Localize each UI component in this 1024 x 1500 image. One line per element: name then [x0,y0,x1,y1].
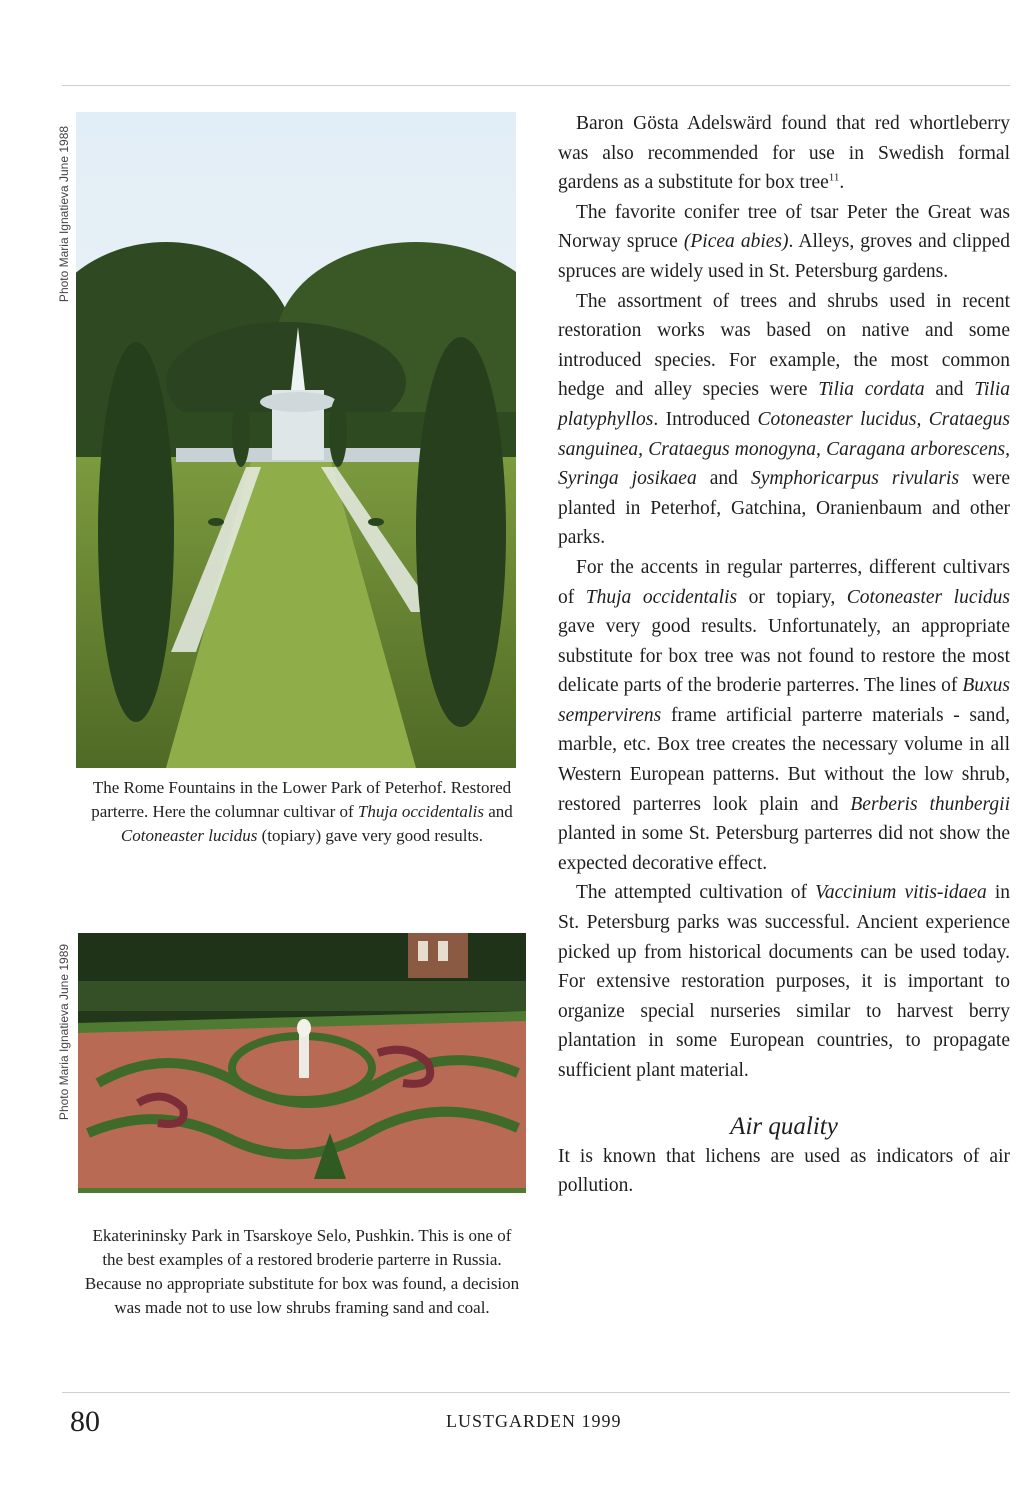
bottom-rule [62,1392,1010,1393]
paragraph-6: It is known that lichens are used as indicators of air pollution. [558,1145,1010,1197]
caption-bottom: Ekaterininsky Park in Tsarskoye Selo, Pushkin. This is one of the best examples of a restored broderie parterre in Russia. Because no appropriate substitute for box was found, a decision was made not to use low shrubs framing sand and coal. [84,1226,520,1317]
section-heading: Air quality [730,1112,838,1140]
page-number: 80 [70,1405,100,1438]
journal-title: LUSTGARDEN 1999 [446,1411,622,1431]
paragraph-1: Baron Gösta Adelswärd found that red whortleberry was also recommended for use in Swedish formal gardens as a substitute for box tree$^{11}$. [558,113,1010,194]
footnote-ref: 11 [828,171,840,184]
paragraph-5: The attempted cultivation of Vaccinium vitis-idaea in St. Petersburg parks was successful. Ancient experience picked up from historical documents can be used today. For extensive restoration purposes, it is important to organize special nurseries similar to harvest berry plantation in some European countries, to propagate sufficient plant material. [558,882,1011,1081]
photo-credit-top: Photo Maria Ignatieva June 1988 [57,125,71,303]
paragraph-3: The assortment of trees and shrubs used in recent restoration works was based on native and some introduced species. For example, the most common hedge and alley species were Tilia cordata and Tilia platyphyllos. Introduced Cotoneaster lucidus, Crataegus sanguinea, Crataegus monogyna, Caragana arborescens, Syringa josikaea and Symphoricarpus rivularis were planted in Peterhof, Gatchina, Oranienbaum and other parks. [558,290,1011,549]
photo-credit-bottom: Photo Maria Ignatieva June 1989 [57,943,71,1121]
paragraph-4: For the accents in regular parterres, different cultivars of Thuja occidentalis or topiary, Cotoneaster lucidus gave very good results. Unfortunately, an appropriate substitute for box tree was not found to restore the most delicate parts of the broderie parterres. The lines of Buxus sempervirens frame artificial parterre materials - sand, marble, etc. Box tree creates the necessary volume in all Western European patterns. But without the low shrub, restored parterres look plain and Berberis thunbergii planted in some St. Petersburg parterres did not show the expected decorative effect. [558,556,1010,874]
paragraph-2: The favorite conifer tree of tsar Peter the Great was Norway spruce (Picea abies). Alleys, groves and clipped spruces are widely used in St. Petersburg gardens. [558,201,1010,282]
top-rule [62,85,1010,86]
photo-ekaterininsky-park [78,933,526,1193]
article-column [558,109,1010,1201]
photo-rome-fountains [76,112,516,768]
caption-top: The Rome Fountains in the Lower Park of Peterhof. Restored parterre. Here the columnar cultivar of Thuja occidentalis and Cotoneaster lucidus (topiary) gave very good results. [91,778,513,845]
